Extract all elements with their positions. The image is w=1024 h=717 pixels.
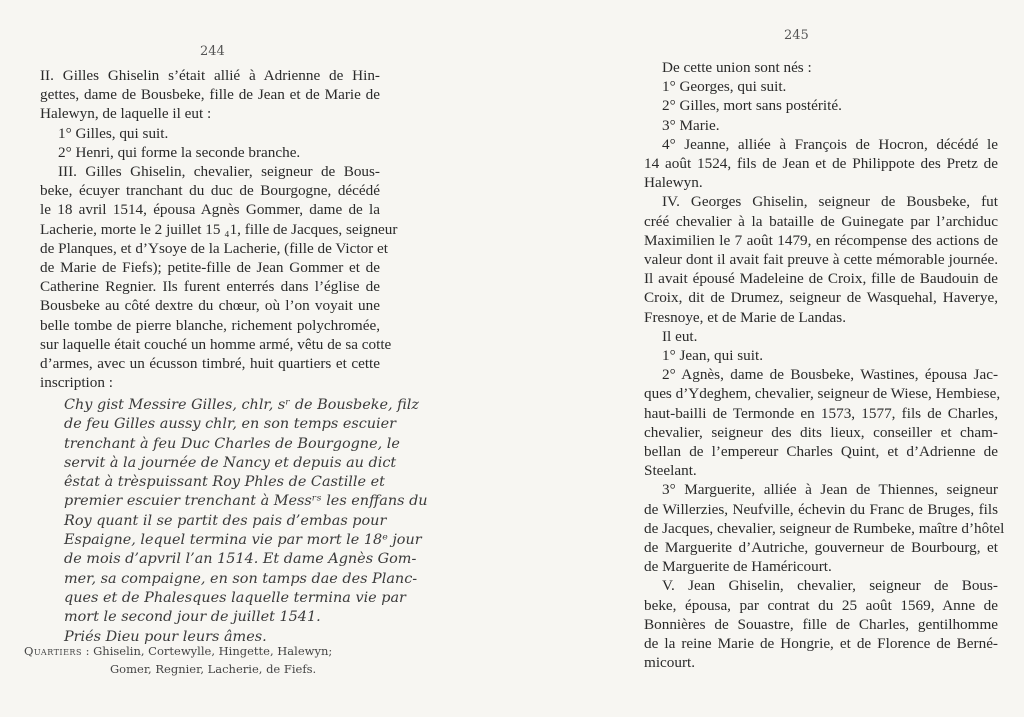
inscription-line: Chy gist Messire Gilles, chlr, sʳ de Bousbeke, filz bbox=[64, 397, 419, 413]
left-text-line: d’armes, avec un écusson timbré, huit quartiers et cette bbox=[40, 355, 380, 373]
quartiers-label: Quartiers bbox=[24, 644, 82, 658]
left-text-line: II. Gilles Ghiselin s’était allié à Adrienne de Hin- bbox=[40, 67, 380, 84]
right-text-line: Croix, dit de Drumez, seigneur de Wasquehal, Haverye, bbox=[644, 289, 998, 307]
left-text-line: gettes, dame de Bousbeke, fille de Jean et de Marie de bbox=[40, 86, 380, 104]
right-text-line: 1° Jean, qui suit. bbox=[662, 347, 763, 365]
quartiers-note bbox=[24, 642, 384, 678]
right-text-line: bellan de l’empereur Charles Quint, et d’Adrienne de bbox=[644, 443, 998, 461]
right-text-line: 2° Agnès, dame de Bousbeke, Wastines, épousa Jac- bbox=[662, 366, 998, 384]
right-text-line: chevalier, seigneur des dits lieux, conseiller et cham- bbox=[644, 423, 998, 441]
right-text-line: 3° Marguerite, alliée à Jean de Thiennes, seigneur bbox=[662, 481, 998, 499]
left-text-line: inscription : bbox=[40, 374, 113, 392]
right-text-line: Il eut. bbox=[662, 327, 698, 345]
quartiers-line-2: Gomer, Regnier, Lacherie, de Fiefs. bbox=[110, 662, 317, 676]
right-text-line: IV. Georges Ghiselin, seigneur de Bousbeke, fut bbox=[662, 193, 998, 211]
right-page bbox=[512, 0, 1024, 717]
right-text-line: De cette union sont nés : bbox=[662, 59, 812, 76]
left-text-line: de Planques, et d’Ysoye de la Lacherie, (fille de Victor et bbox=[40, 239, 388, 257]
right-text-line: Maximilien le 7 août 1479, en récompense des actions de bbox=[644, 231, 998, 249]
inscription-line: mort le second jour de juillet 1541. bbox=[64, 609, 321, 626]
left-text-line: 1° Gilles, qui suit. bbox=[58, 124, 169, 142]
inscription-line: de feu Gilles aussy chlr, en son temps escuier bbox=[64, 416, 397, 433]
left-text-line: le 18 avril 1514, épousa Agnès Gommer, dame de la bbox=[40, 201, 380, 219]
right-text-line: 3° Marie. bbox=[662, 116, 720, 134]
right-text-line: V. Jean Ghiselin, chevalier, seigneur de Bous- bbox=[662, 577, 998, 595]
right-text-line: de Jacques, chevalier, seigneur de Rumbeke, maître d’hôtel bbox=[644, 519, 1005, 537]
right-body-text bbox=[644, 58, 1005, 673]
right-text-line: de la reine Marie de Hongrie, et de Florence de Berné- bbox=[644, 635, 998, 653]
right-text-line: de Marguerite de Haméricourt. bbox=[644, 558, 832, 576]
left-text-line: III. Gilles Ghiselin, chevalier, seigneur de Bous- bbox=[58, 163, 380, 181]
inscription-line: Espaigne, lequel termina vie par mort le 18ᵉ jour bbox=[64, 532, 422, 549]
inscription-line: ques et de Phalesques laquelle termina vie par bbox=[64, 589, 406, 606]
left-text-line: Bousbeke au côté dextre du chœur, où l’on voyait une bbox=[40, 297, 380, 315]
left-text-line: belle tombe de pierre blanche, richement polychromée, bbox=[40, 316, 380, 334]
inscription-line: Priés Dieu pour leurs âmes. bbox=[64, 628, 267, 645]
right-text-line: Steelant. bbox=[644, 462, 697, 480]
right-text-line: valeur dont il avait fait preuve à cette mémorable journée. bbox=[644, 251, 998, 269]
right-text-line: Fresnoye, et de Marie de Landas. bbox=[644, 308, 847, 326]
left-body-text bbox=[40, 66, 398, 392]
right-page-number: 245 bbox=[784, 28, 809, 43]
inscription-line: Roy quant il se partit des pais d’embas pour bbox=[64, 512, 387, 529]
left-text-line: beke, écuyer tranchant du duc de Bourgogne, décédé bbox=[40, 182, 380, 200]
right-text-line: ques d’Ydeghem, chevalier, seigneur de Wiese, Hembiese, bbox=[644, 385, 1001, 403]
left-text-line: de Marie de Fiefs); petite-fille de Jean Gommer et de bbox=[40, 259, 380, 277]
right-text-line: 4° Jeanne, alliée à François de Hocron, décédé le bbox=[662, 135, 998, 153]
inscription-line: trenchant à feu Duc Charles de Bourgogne, le bbox=[64, 435, 400, 452]
left-text-line: Catherine Regnier. Ils furent enterrés dans l’église de bbox=[40, 278, 380, 296]
left-page-number: 244 bbox=[200, 44, 225, 59]
inscription-line: de mois d’apvril l’an 1514. Et dame Agnès Gom- bbox=[64, 551, 417, 568]
inscription-line: êstat à trèspuissant Roy Phles de Castille et bbox=[64, 474, 385, 491]
quartiers-line-1: : Ghiselin, Cortewylle, Hingette, Halewyn; bbox=[85, 644, 333, 658]
right-text-line: 1° Georges, qui suit. bbox=[662, 78, 787, 96]
left-text-line: sur laquelle était couché un homme armé, vêtu de sa cotte bbox=[40, 335, 392, 353]
right-text-line: micourt. bbox=[644, 654, 696, 672]
left-text-line: 2° Henri, qui forme la seconde branche. bbox=[58, 143, 301, 161]
right-text-line: Halewyn. bbox=[644, 174, 703, 192]
inscription-line: premier escuier trenchant à Messʳˢ les enffans du bbox=[64, 493, 428, 510]
left-text-line: Lacherie, morte le 2 juillet 15 ₄1, fille de Jacques, seigneur bbox=[40, 220, 398, 238]
right-text-line: 14 août 1524, fils de Jean et de Philippote des Pretz de bbox=[644, 155, 998, 173]
right-text-line: créé chevalier à la bataille de Guinegate par l’archiduc bbox=[644, 212, 998, 230]
inscription-line: servit à la journée de Nancy et depuis au dict bbox=[64, 454, 397, 471]
tomb-inscription bbox=[64, 396, 428, 647]
left-text-line: Halewyn, de laquelle il eut : bbox=[40, 105, 212, 123]
right-text-line: beke, épousa, par contrat du 25 août 1569, Anne de bbox=[644, 596, 998, 614]
right-text-line: de Willerzies, Neufville, échevin du Franc de Bruges, fils bbox=[644, 500, 998, 518]
right-text-line: 2° Gilles, mort sans postérité. bbox=[662, 97, 842, 115]
right-text-line: haut-bailli de Termonde en 1573, 1577, fils de Charles, bbox=[644, 404, 998, 422]
inscription-line: mer, sa compaigne, en son tamps dae des Planc- bbox=[64, 570, 418, 587]
right-text-line: Bonnières de Souastre, fille de Charles, gentilhomme bbox=[644, 615, 998, 633]
right-text-line: Il avait épousé Madeleine de Croix, fille de Baudouin de bbox=[644, 270, 998, 288]
right-text-line: de Marguerite d’Autriche, gouverneur de Bourbourg, et bbox=[644, 539, 998, 557]
